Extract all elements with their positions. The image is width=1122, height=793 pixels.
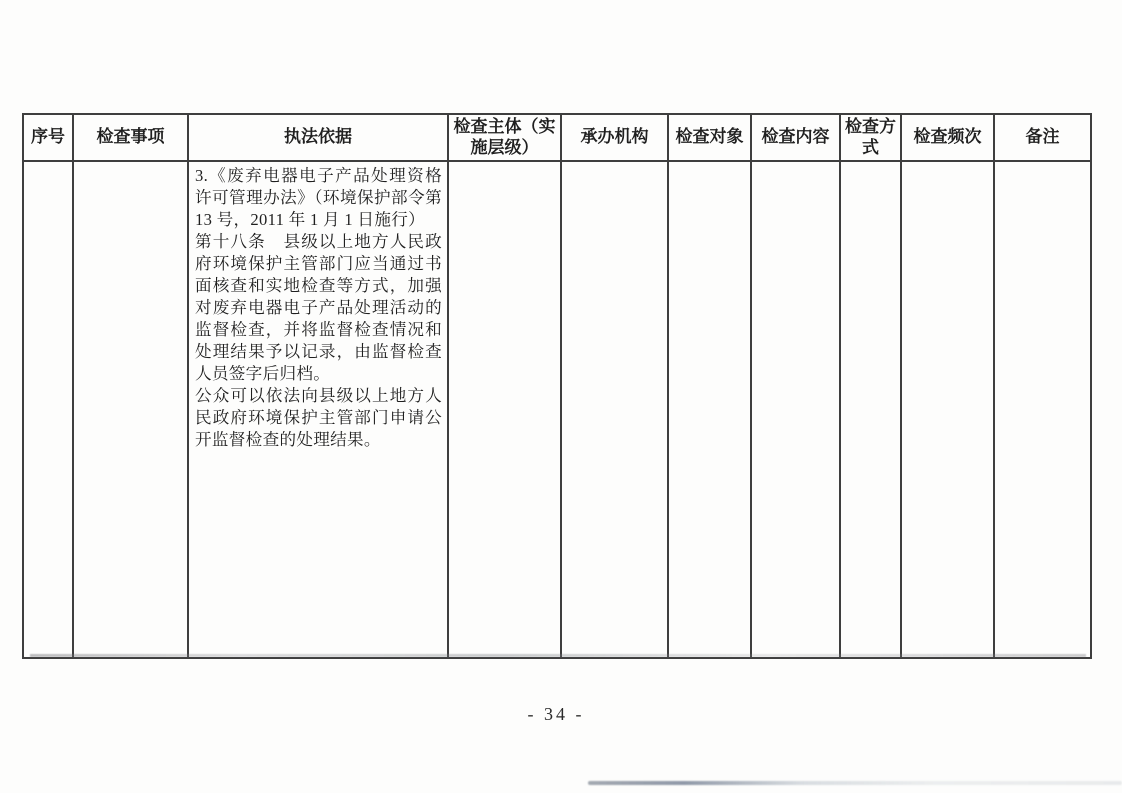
header-inspection-item: 检查事项 bbox=[73, 114, 188, 161]
cell-law-basis bbox=[188, 161, 448, 658]
header-inspection-frequency: 检查频次 bbox=[901, 114, 994, 161]
cell-inspection-item bbox=[73, 161, 188, 658]
cell-serial-no bbox=[23, 161, 73, 658]
header-law-basis: 执法依据 bbox=[188, 114, 448, 161]
header-remarks: 备注 bbox=[994, 114, 1091, 161]
table-header-row bbox=[23, 114, 1091, 161]
law-basis-paragraph-1: 3.《废弃电器电子产品处理资格许可管理办法》（环境保护部令第 13 号，2011 年 1 月 1 日施行） bbox=[195, 166, 442, 230]
page-number: - 34 - bbox=[527, 704, 585, 724]
header-inspection-object: 检查对象 bbox=[668, 114, 751, 161]
law-basis-paragraph-2: 第十八条 县级以上地方人民政府环境保护主管部门应当通过书面核查和实地检查等方式，加强对废弃电器电子产品处理活动的监督检查，并将监督检查情况和处理结果予以记录，由监督检查人员签字后归档。 bbox=[195, 232, 442, 384]
inspection-checklist-table bbox=[22, 113, 1092, 659]
cell-undertaking-agency bbox=[561, 161, 668, 658]
cell-inspection-object bbox=[668, 161, 751, 658]
header-inspection-subject: 检查主体（实施层级） bbox=[448, 114, 561, 161]
scan-artifact-table-bottom bbox=[30, 654, 1086, 657]
cell-inspection-content bbox=[751, 161, 840, 658]
cell-remarks bbox=[994, 161, 1091, 658]
header-serial-no: 序号 bbox=[23, 114, 73, 161]
header-inspection-content: 检查内容 bbox=[751, 114, 840, 161]
cell-inspection-frequency bbox=[901, 161, 994, 658]
cell-inspection-subject bbox=[448, 161, 561, 658]
law-basis-paragraph-3: 公众可以依法向县级以上地方人民政府环境保护主管部门申请公开监督检查的处理结果。 bbox=[195, 386, 442, 450]
cell-inspection-method bbox=[840, 161, 901, 658]
header-inspection-method: 检查方式 bbox=[840, 114, 901, 161]
header-undertaking-agency: 承办机构 bbox=[561, 114, 668, 161]
table-row bbox=[23, 161, 1091, 658]
scan-artifact-bottom-edge bbox=[588, 781, 1122, 785]
